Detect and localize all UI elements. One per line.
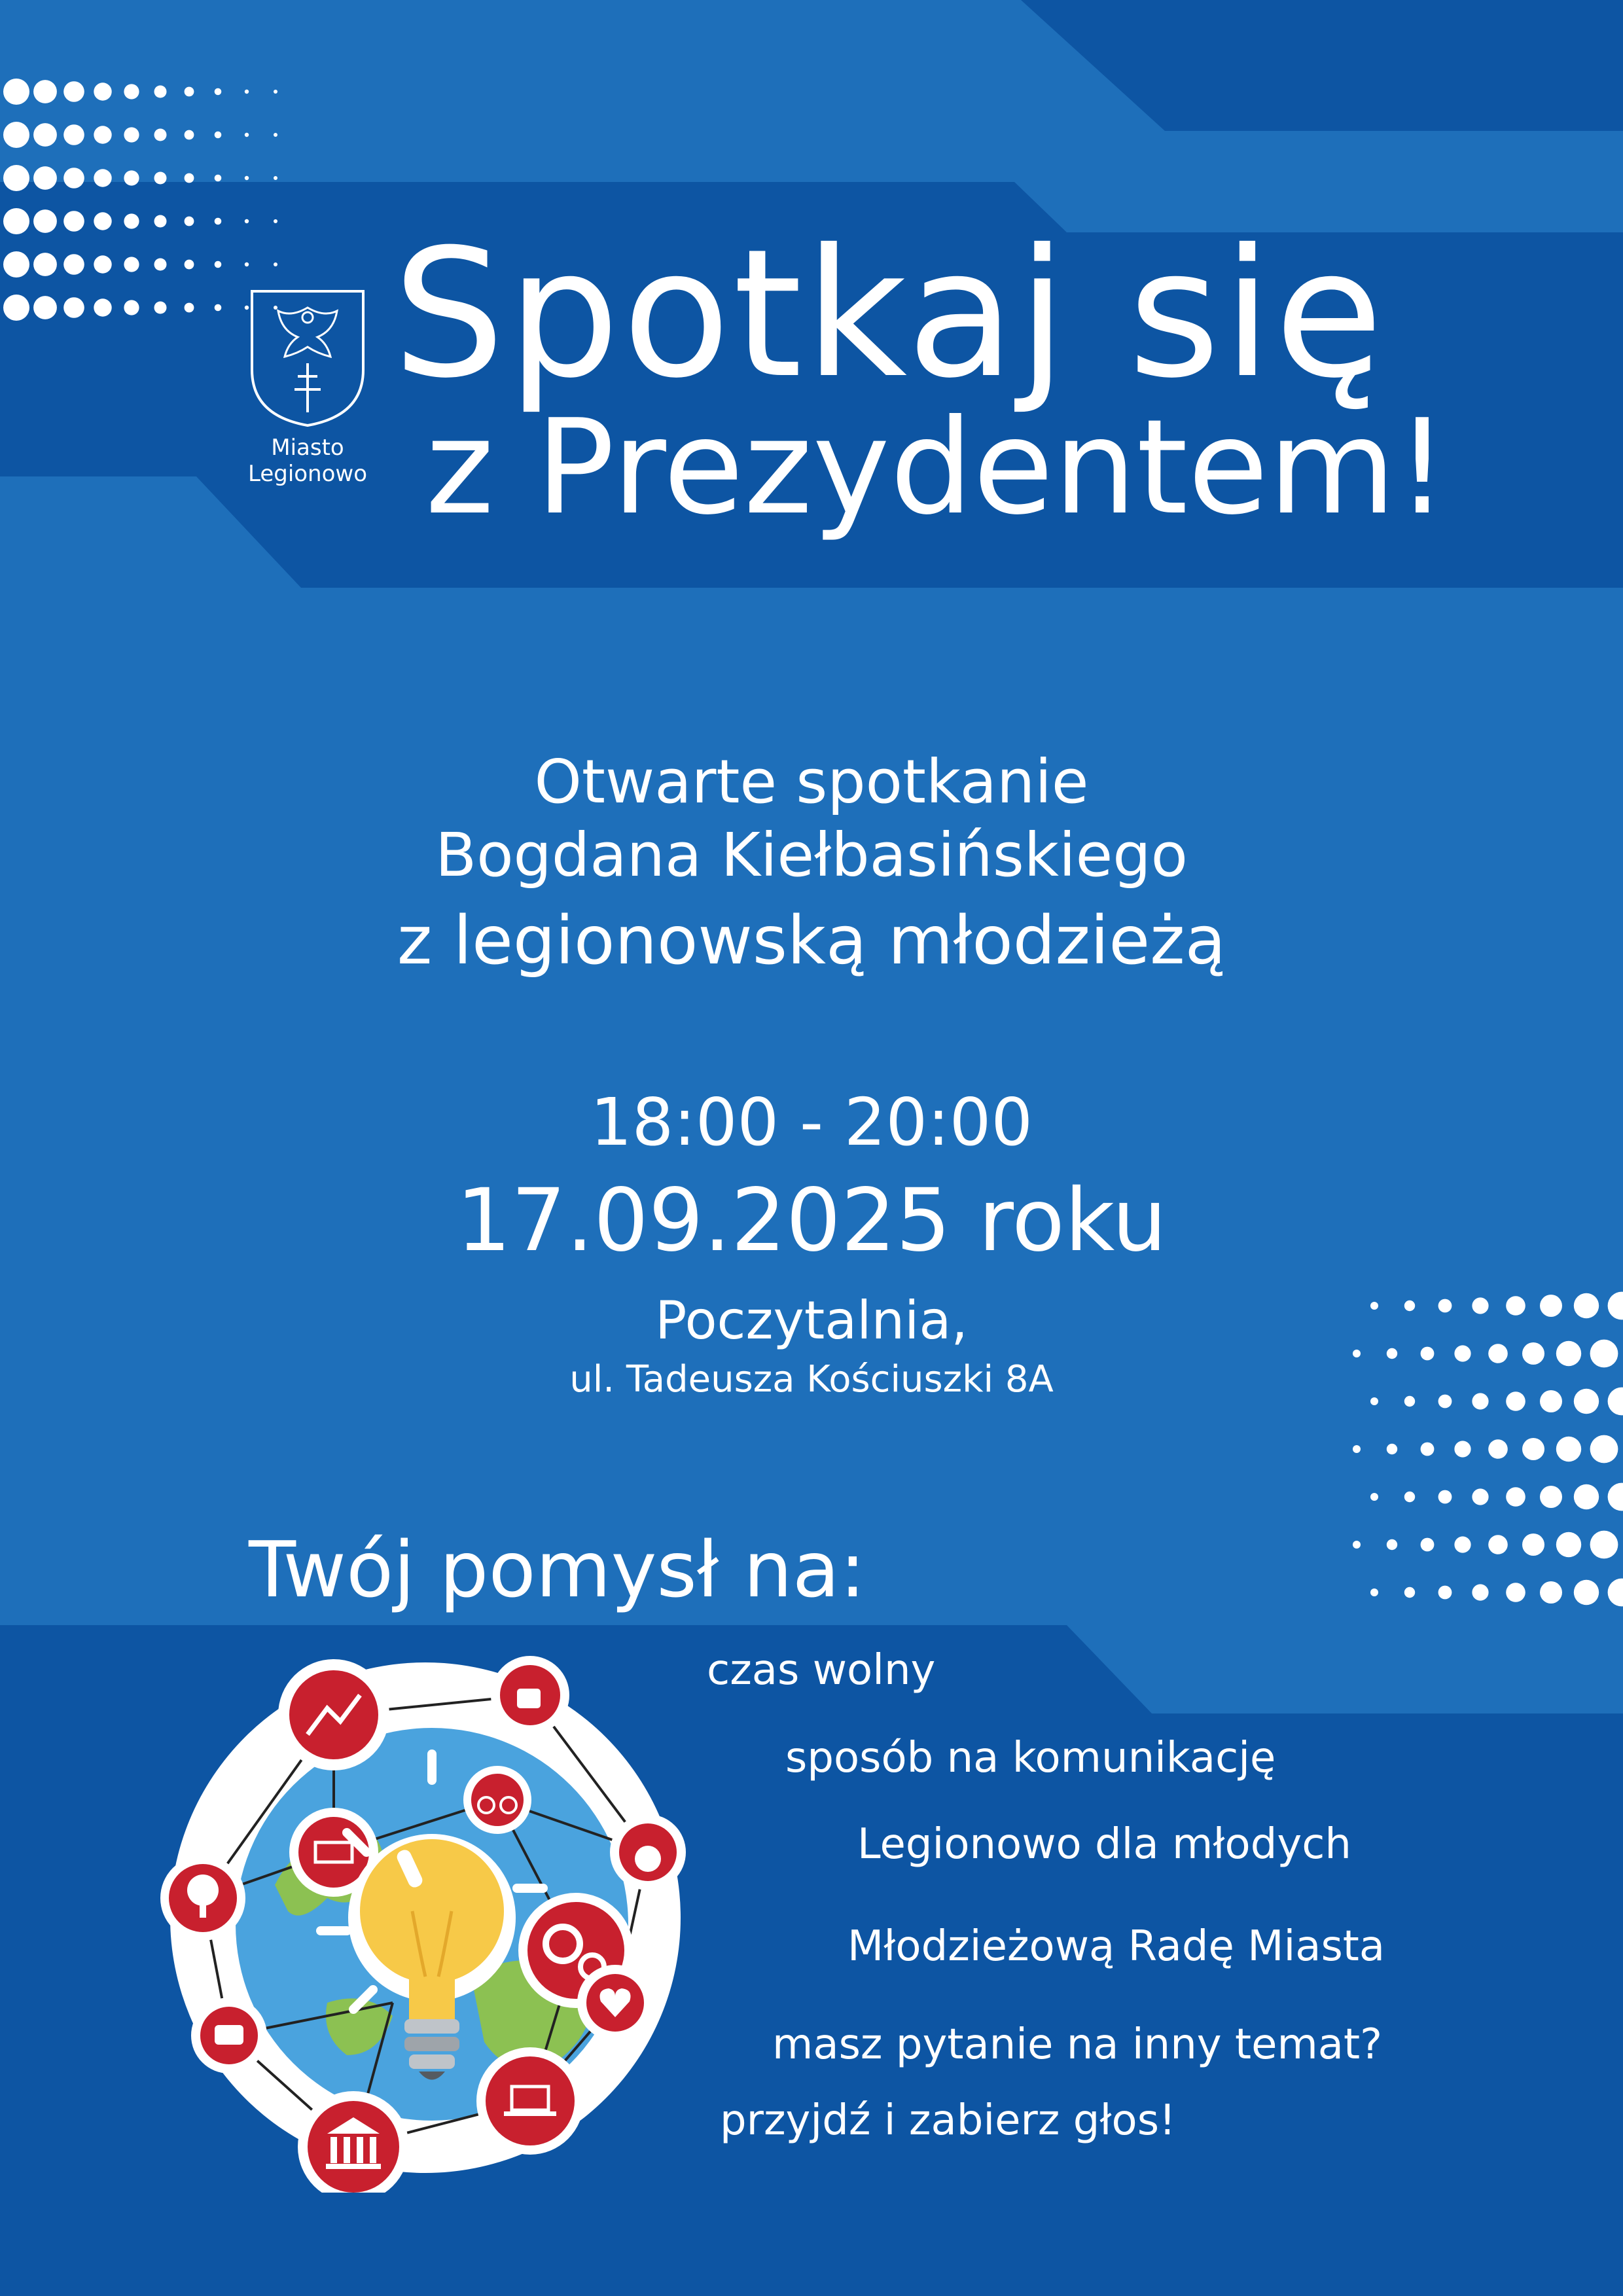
- halftone-dot: [1522, 1534, 1544, 1556]
- halftone-dot: [245, 306, 249, 310]
- halftone-dot: [1590, 1531, 1618, 1559]
- halftone-dot: [1438, 1586, 1452, 1600]
- halftone-dot: [1353, 1541, 1361, 1549]
- halftone-dot: [1421, 1443, 1435, 1456]
- halftone-dot: [63, 297, 84, 318]
- halftone-dot: [245, 176, 249, 180]
- halftone-dot: [1387, 1348, 1397, 1359]
- halftone-dot: [1506, 1391, 1525, 1411]
- halftone-dot: [1488, 1439, 1508, 1459]
- topic-item: czas wolny: [707, 1646, 936, 1695]
- halftone-dot: [63, 124, 84, 145]
- halftone-dot: [1556, 1532, 1581, 1557]
- topic-item: Młodzieżową Radę Miasta: [847, 1922, 1385, 1971]
- halftone-dot: [1404, 1492, 1415, 1502]
- event-address: ul. Tadeusza Kościuszki 8A: [569, 1358, 1054, 1401]
- halftone-dot: [185, 87, 194, 97]
- halftone-dot: [1370, 1588, 1378, 1596]
- halftone-dot: [3, 79, 29, 105]
- halftone-dot: [215, 88, 222, 96]
- halftone-dot: [94, 298, 111, 316]
- halftone-dot: [274, 306, 277, 310]
- halftone-dot: [124, 213, 139, 228]
- halftone-dot: [1370, 1493, 1378, 1501]
- halftone-dot: [33, 80, 57, 103]
- halftone-dot: [245, 133, 249, 137]
- halftone-dot: [94, 82, 111, 100]
- halftone-dot: [245, 219, 249, 223]
- halftone-dot: [215, 304, 222, 312]
- halftone-dot: [63, 254, 84, 275]
- halftone-dot: [94, 169, 111, 187]
- halftone-dot: [1472, 1584, 1488, 1600]
- halftone-dot: [274, 219, 277, 223]
- halftone-dot: [1421, 1347, 1435, 1361]
- halftone-dot: [215, 218, 222, 225]
- halftone-dot: [274, 90, 277, 94]
- halftone-dot: [215, 261, 222, 268]
- halftone-dot: [1540, 1390, 1562, 1412]
- halftone-dot: [154, 129, 167, 141]
- halftone-dot: [1540, 1486, 1562, 1508]
- halftone-dot: [1590, 1435, 1618, 1463]
- halftone-dot: [1370, 1302, 1378, 1310]
- halftone-dot: [1506, 1583, 1525, 1602]
- halftone-dot: [1438, 1395, 1452, 1408]
- halftone-dot: [94, 126, 111, 143]
- halftone-dot: [124, 127, 139, 142]
- halftone-dot: [245, 90, 249, 94]
- subtitle-line2: Bogdana Kiełbasińskiego: [435, 820, 1188, 890]
- halftone-dot: [154, 259, 167, 271]
- halftone-dot: [1454, 1345, 1471, 1361]
- halftone-dot: [1590, 1340, 1618, 1368]
- halftone-dot: [3, 122, 29, 148]
- halftone-dot: [185, 303, 194, 313]
- event-time: 18:00 - 20:00: [590, 1084, 1033, 1160]
- halftone-dot: [1540, 1581, 1562, 1604]
- halftone-dot: [1556, 1341, 1581, 1366]
- halftone-dot: [1454, 1441, 1471, 1457]
- halftone-dot: [1353, 1445, 1361, 1453]
- topic-item: przyjdź i zabierz głos!: [720, 2096, 1176, 2145]
- halftone-dot: [274, 262, 277, 266]
- event-venue: Poczytalnia,: [655, 1290, 968, 1351]
- halftone-dot: [1438, 1299, 1452, 1313]
- halftone-dot: [1506, 1487, 1525, 1507]
- halftone-dot: [154, 86, 167, 98]
- halftone-dot: [185, 217, 194, 226]
- halftone-dot: [215, 132, 222, 139]
- halftone-dot: [185, 130, 194, 140]
- globe-illustration: [131, 1636, 720, 2193]
- halftone-dot: [1556, 1437, 1581, 1462]
- halftone-dot: [1387, 1444, 1397, 1454]
- title-line2: z Prezydentem!: [425, 391, 1449, 544]
- halftone-dot: [124, 257, 139, 272]
- halftone-dot: [124, 300, 139, 315]
- halftone-dot: [124, 84, 139, 99]
- logo-caption-line2: Legionowo: [247, 461, 368, 487]
- halftone-dot: [33, 253, 57, 276]
- halftone-dot: [154, 172, 167, 185]
- halftone-dot: [1472, 1393, 1488, 1409]
- halftone-dot: [1506, 1296, 1525, 1316]
- halftone-dot: [94, 255, 111, 273]
- shopping-cart-icon: [298, 1817, 369, 1888]
- halftone-dot: [1438, 1490, 1452, 1504]
- halftone-dot: [1353, 1350, 1361, 1357]
- halftone-dot: [33, 209, 57, 233]
- halftone-dot: [1404, 1587, 1415, 1598]
- halftone-dot: [1387, 1539, 1397, 1550]
- halftone-dot: [3, 208, 29, 234]
- topic-item: Legionowo dla młodych: [857, 1820, 1351, 1869]
- halftone-dot: [1522, 1342, 1544, 1365]
- halftone-dot: [124, 170, 139, 185]
- halftone-dot: [1370, 1397, 1378, 1405]
- halftone-dot: [63, 211, 84, 232]
- halftone-dot: [154, 215, 167, 228]
- halftone-dot: [1472, 1488, 1488, 1505]
- halftone-dot: [274, 133, 277, 137]
- halftone-dot: [1454, 1536, 1471, 1552]
- logo-caption: [236, 435, 380, 487]
- halftone-dot: [33, 166, 57, 190]
- halftone-dot: [33, 123, 57, 147]
- halftone-dot: [3, 295, 29, 321]
- halftone-dot: [1574, 1484, 1599, 1509]
- halftone-dot: [63, 81, 84, 102]
- halftone-dot: [1574, 1293, 1599, 1318]
- subtitle-line1: Otwarte spotkanie: [534, 747, 1089, 817]
- halftone-dot: [1574, 1389, 1599, 1414]
- subtitle-line3: z legionowską młodzieżą: [397, 902, 1226, 980]
- halftone-dot: [185, 173, 194, 183]
- topic-item: sposób na komunikację: [785, 1734, 1276, 1782]
- halftone-dot: [185, 260, 194, 270]
- halftone-dot: [215, 175, 222, 182]
- logo-caption-line1: Miasto: [271, 435, 344, 461]
- halftone-dot: [1574, 1580, 1599, 1605]
- bank-icon: [308, 2101, 399, 2193]
- halftone-dot: [1421, 1538, 1435, 1552]
- halftone-dot: [1488, 1344, 1508, 1363]
- halftone-dot: [1404, 1300, 1415, 1311]
- halftone-dot: [94, 212, 111, 230]
- topic-item: masz pytanie na inny temat?: [772, 2020, 1383, 2069]
- halftone-dot: [33, 296, 57, 319]
- halftone-dot: [1540, 1295, 1562, 1317]
- ideas-heading: Twój pomysł na:: [249, 1524, 866, 1615]
- halftone-dot: [1522, 1438, 1544, 1460]
- halftone-dot: [154, 302, 167, 314]
- halftone-dot: [63, 168, 84, 188]
- laptop-icon: [486, 2056, 575, 2145]
- halftone-dot: [274, 176, 277, 180]
- halftone-dot: [3, 251, 29, 278]
- halftone-dot: [1472, 1297, 1488, 1314]
- halftone-dot: [245, 262, 249, 266]
- title-line1: Spotkaj się: [393, 211, 1386, 417]
- halftone-dot: [3, 165, 29, 191]
- event-date: 17.09.2025 roku: [456, 1170, 1167, 1271]
- halftone-dot: [1404, 1396, 1415, 1407]
- halftone-dot: [1488, 1535, 1508, 1554]
